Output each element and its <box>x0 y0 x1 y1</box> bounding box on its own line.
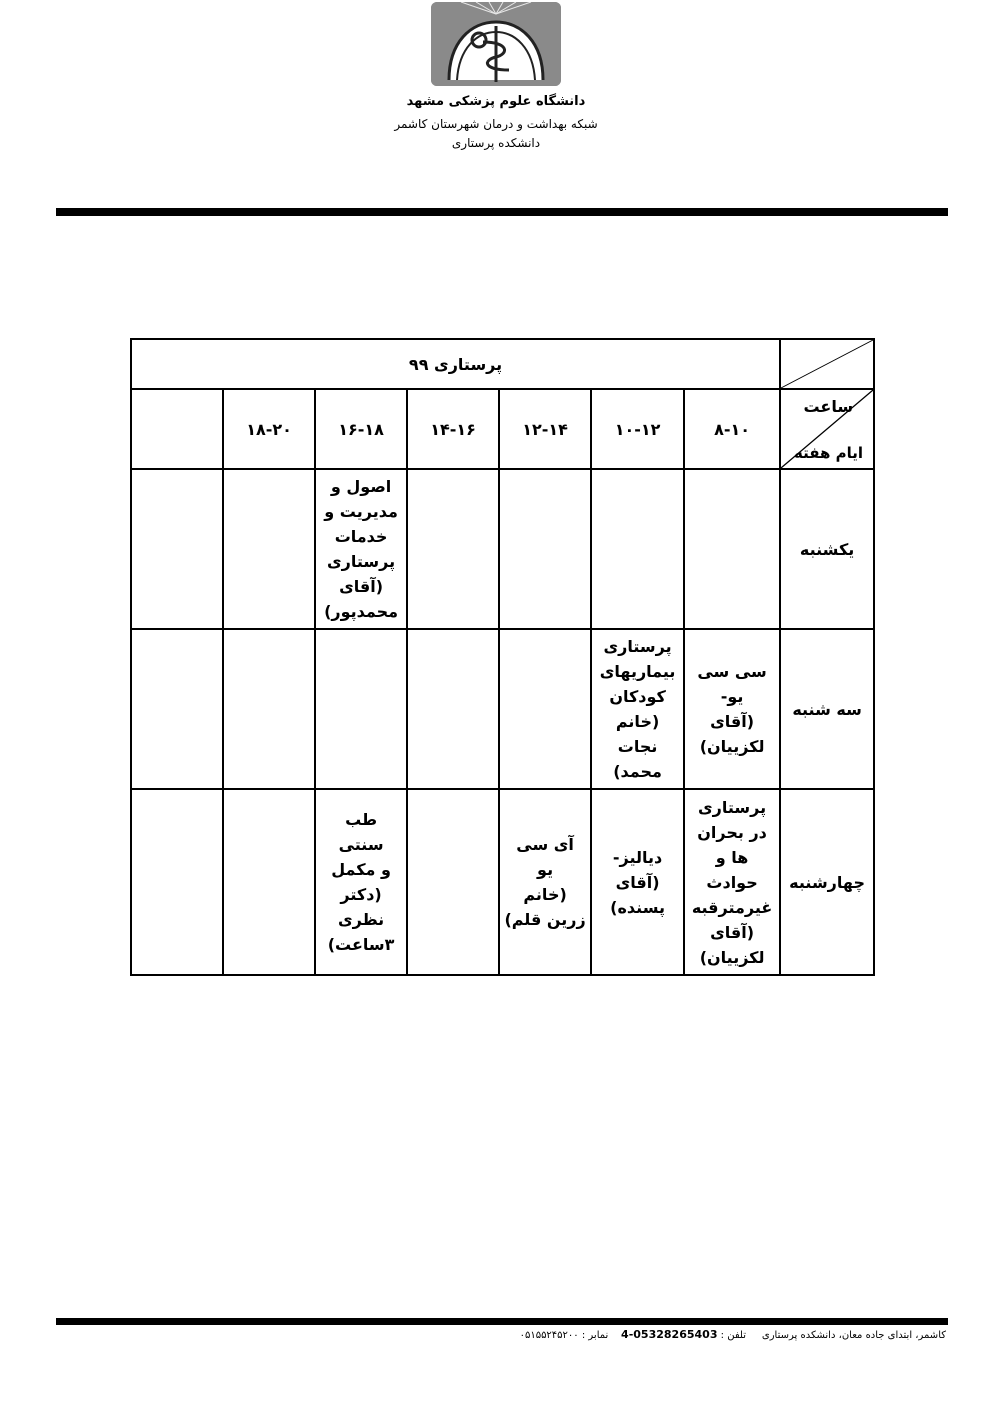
corner-hour-label: ساعت <box>803 397 854 416</box>
health-network-name: شبکه بهداشت و درمان شهرستان کاشمر <box>394 117 598 131</box>
footer-address: کاشمر، ابتدای جاده معان، دانشکده پرستاری <box>761 1330 946 1341</box>
schedule-cell <box>407 789 499 975</box>
university-logo <box>431 2 561 86</box>
schedule-cell: اصول و مدیریت و خدمات پرستاری (آقای محمدپور) <box>315 469 407 629</box>
schedule-cell: طب سنتی و مکمل (دکتر نظری ۳ساعت) <box>315 789 407 975</box>
university-name: دانشگاه علوم پزشکی مشهد <box>406 94 586 109</box>
schedule-cell <box>684 469 780 629</box>
day-wednesday: چهارشنبه <box>780 789 874 975</box>
corner-header-cell <box>780 389 874 469</box>
schedule-cell: دیالیز- (آقای پسنده) <box>591 789 684 975</box>
footer-divider <box>56 1318 948 1325</box>
caduceus-emblem-icon <box>431 2 561 86</box>
footer-phone: 05328265403-4 <box>621 1328 718 1341</box>
schedule-cell <box>591 469 684 629</box>
footer-fax-label: نمابر : <box>581 1330 609 1341</box>
day-sunday: یکشنبه <box>780 469 874 629</box>
schedule-cell <box>407 469 499 629</box>
header-divider <box>56 208 948 216</box>
weekly-schedule-table <box>130 338 875 976</box>
day-tuesday: سه شنبه <box>780 629 874 789</box>
schedule-cell <box>223 469 315 629</box>
table-row <box>131 469 874 629</box>
hour-slot-6: ۱۸-۲۰ <box>223 389 315 469</box>
hour-slot-2: ۱۰-۱۲ <box>591 389 684 469</box>
school-name: دانشکده پرستاری <box>451 136 541 150</box>
schedule-cell <box>499 469 591 629</box>
footer-fax: ۰۵۱۵۵۲۴۵۲۰۰ <box>519 1330 579 1341</box>
hour-slot-1: ۸-۱۰ <box>684 389 780 469</box>
schedule-title: پرستاری ۹۹ <box>131 339 780 389</box>
footer-contact <box>430 1328 946 1341</box>
hour-slot-5: ۱۶-۱۸ <box>315 389 407 469</box>
corner-days-label: ایام هفته <box>794 444 864 462</box>
corner-blank-cell <box>780 339 874 389</box>
schedule-cell <box>499 629 591 789</box>
schedule-cell <box>315 629 407 789</box>
schedule-cell <box>223 789 315 975</box>
schedule-cell: پرستاری بیماریهای کودکان (خانم نجات محمد) <box>591 629 684 789</box>
footer-phone-label: تلفن : <box>720 1330 746 1341</box>
diagonal-line-icon <box>781 340 873 388</box>
hour-slot-3: ۱۲-۱۴ <box>499 389 591 469</box>
schedule-cell <box>131 629 223 789</box>
table-row <box>131 789 874 975</box>
hours-header-row <box>131 389 874 469</box>
schedule-cell: سی سی یو- (آقای لکزییان) <box>684 629 780 789</box>
hour-slot-4: ۱۴-۱۶ <box>407 389 499 469</box>
schedule-cell <box>223 629 315 789</box>
schedule-cell: آی سی یو (خانم زرین قلم) <box>499 789 591 975</box>
schedule-cell <box>131 469 223 629</box>
schedule-cell <box>407 629 499 789</box>
schedule-cell: پرستاری در بحران ها و حوادث غیرمترقبه (آقای لکزییان) <box>684 789 780 975</box>
schedule-cell <box>131 789 223 975</box>
table-row <box>131 629 874 789</box>
table-title-row <box>131 339 874 389</box>
hour-slot-7 <box>131 389 223 469</box>
